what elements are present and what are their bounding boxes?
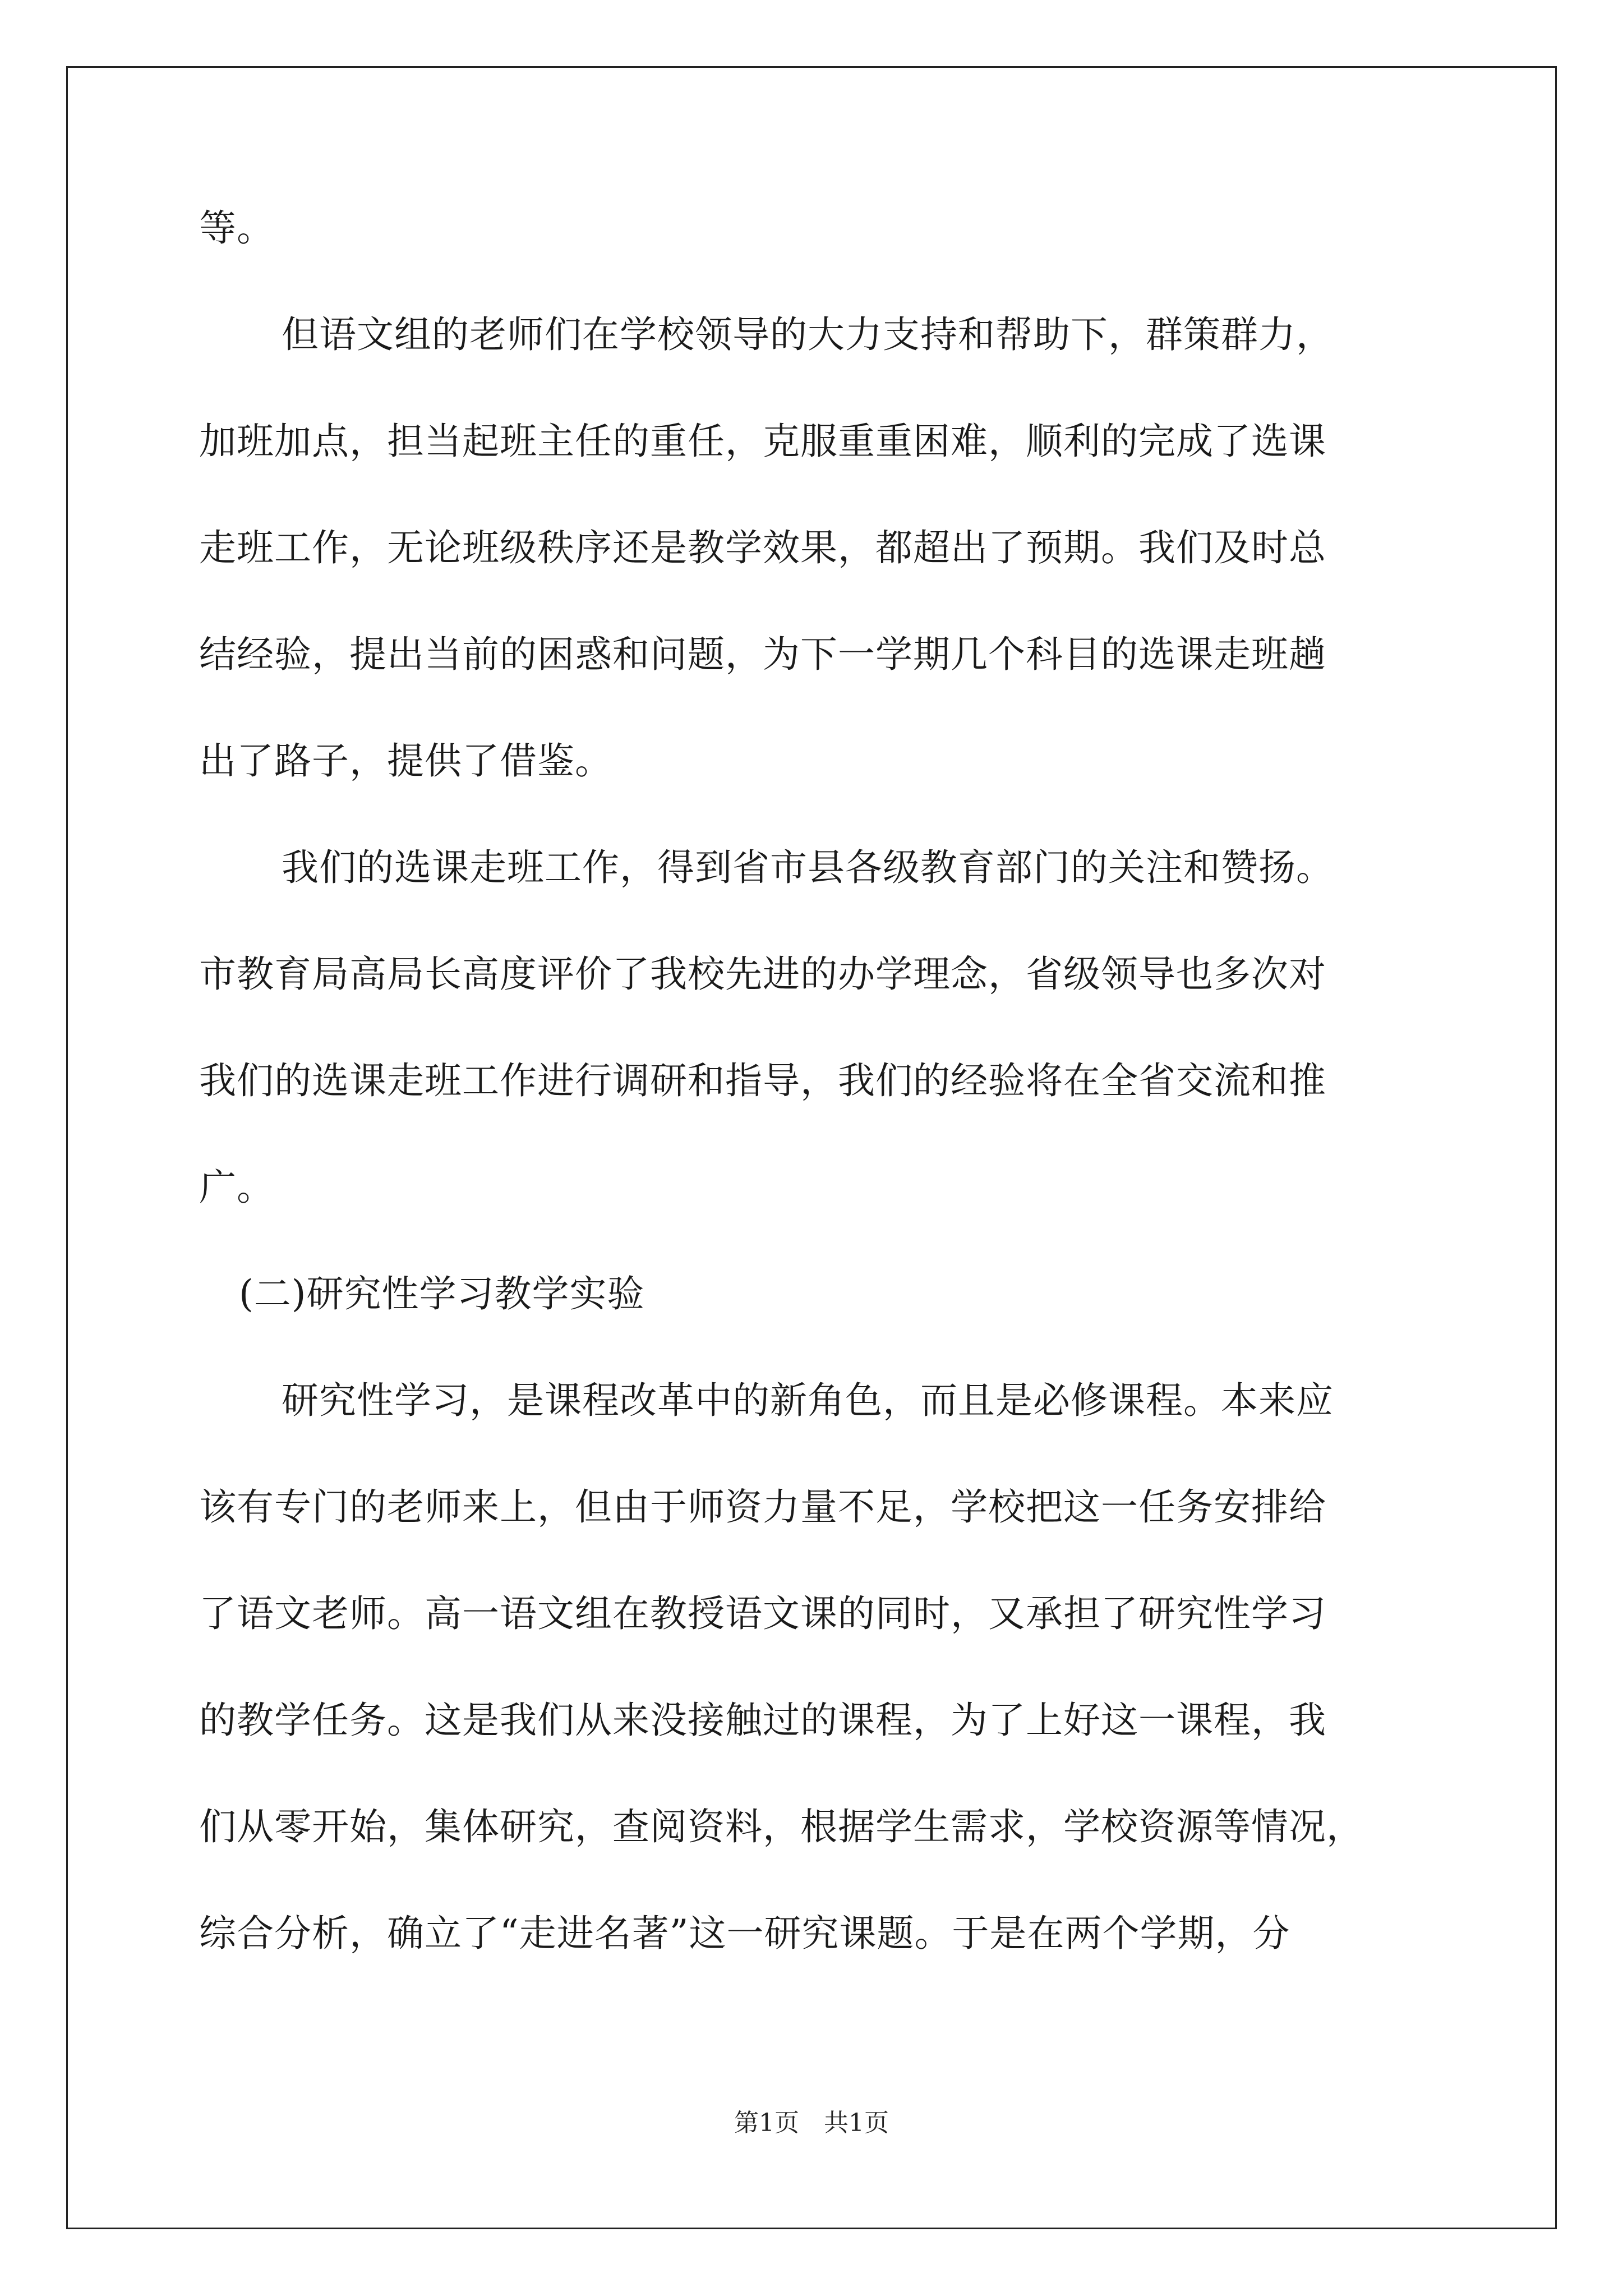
- text-line: 们从零开始，集体研究，查阅资料，根据学生需求，学校资源等情况，: [199, 1805, 1364, 1848]
- text-line: 的教学任务。这是我们从来没接触过的课程，为了上好这一课程，我: [199, 1699, 1326, 1742]
- text-line: 加班加点，担当起班主任的重任，克服重重困难，顺利的完成了选课: [199, 420, 1326, 463]
- text-line: 了语文老师。高一语文组在教授语文课的同时，又承担了研究性学习: [199, 1592, 1326, 1635]
- text-line: 市教育局高局长高度评价了我校先进的办学理念，省级领导也多次对: [199, 953, 1326, 996]
- text-line: 走班工作，无论班级秩序还是教学效果，都超出了预期。我们及时总: [199, 526, 1326, 569]
- page-number-footer: 第1页 共1页: [734, 2109, 889, 2137]
- text-line: 我们的选课走班工作，得到省市县各级教育部门的关注和赞扬。: [282, 846, 1334, 889]
- text-line: 但语文组的老师们在学校领导的大力支持和帮助下，群策群力，: [282, 313, 1334, 356]
- text-line: 出了路子，提供了借鉴。: [199, 739, 612, 783]
- text-line: 广。: [199, 1166, 274, 1209]
- section-heading: (二)研究性学习教学实验: [239, 1272, 645, 1315]
- text-line: 我们的选课走班工作进行调研和指导，我们的经验将在全省交流和推: [199, 1059, 1326, 1102]
- text-line: 等。: [199, 206, 274, 250]
- text-line: 该有专门的老师来上，但由于师资力量不足，学校把这一任务安排给: [199, 1485, 1326, 1529]
- text-line: 研究性学习，是课程改革中的新角色，而且是必修课程。本来应: [282, 1379, 1334, 1422]
- text-line: 结经验，提出当前的困惑和问题，为下一学期几个科目的选课走班趟: [199, 633, 1326, 676]
- text-line: 综合分析，确立了“走进名著”这一研究课题。于是在两个学期，分: [199, 1912, 1290, 1955]
